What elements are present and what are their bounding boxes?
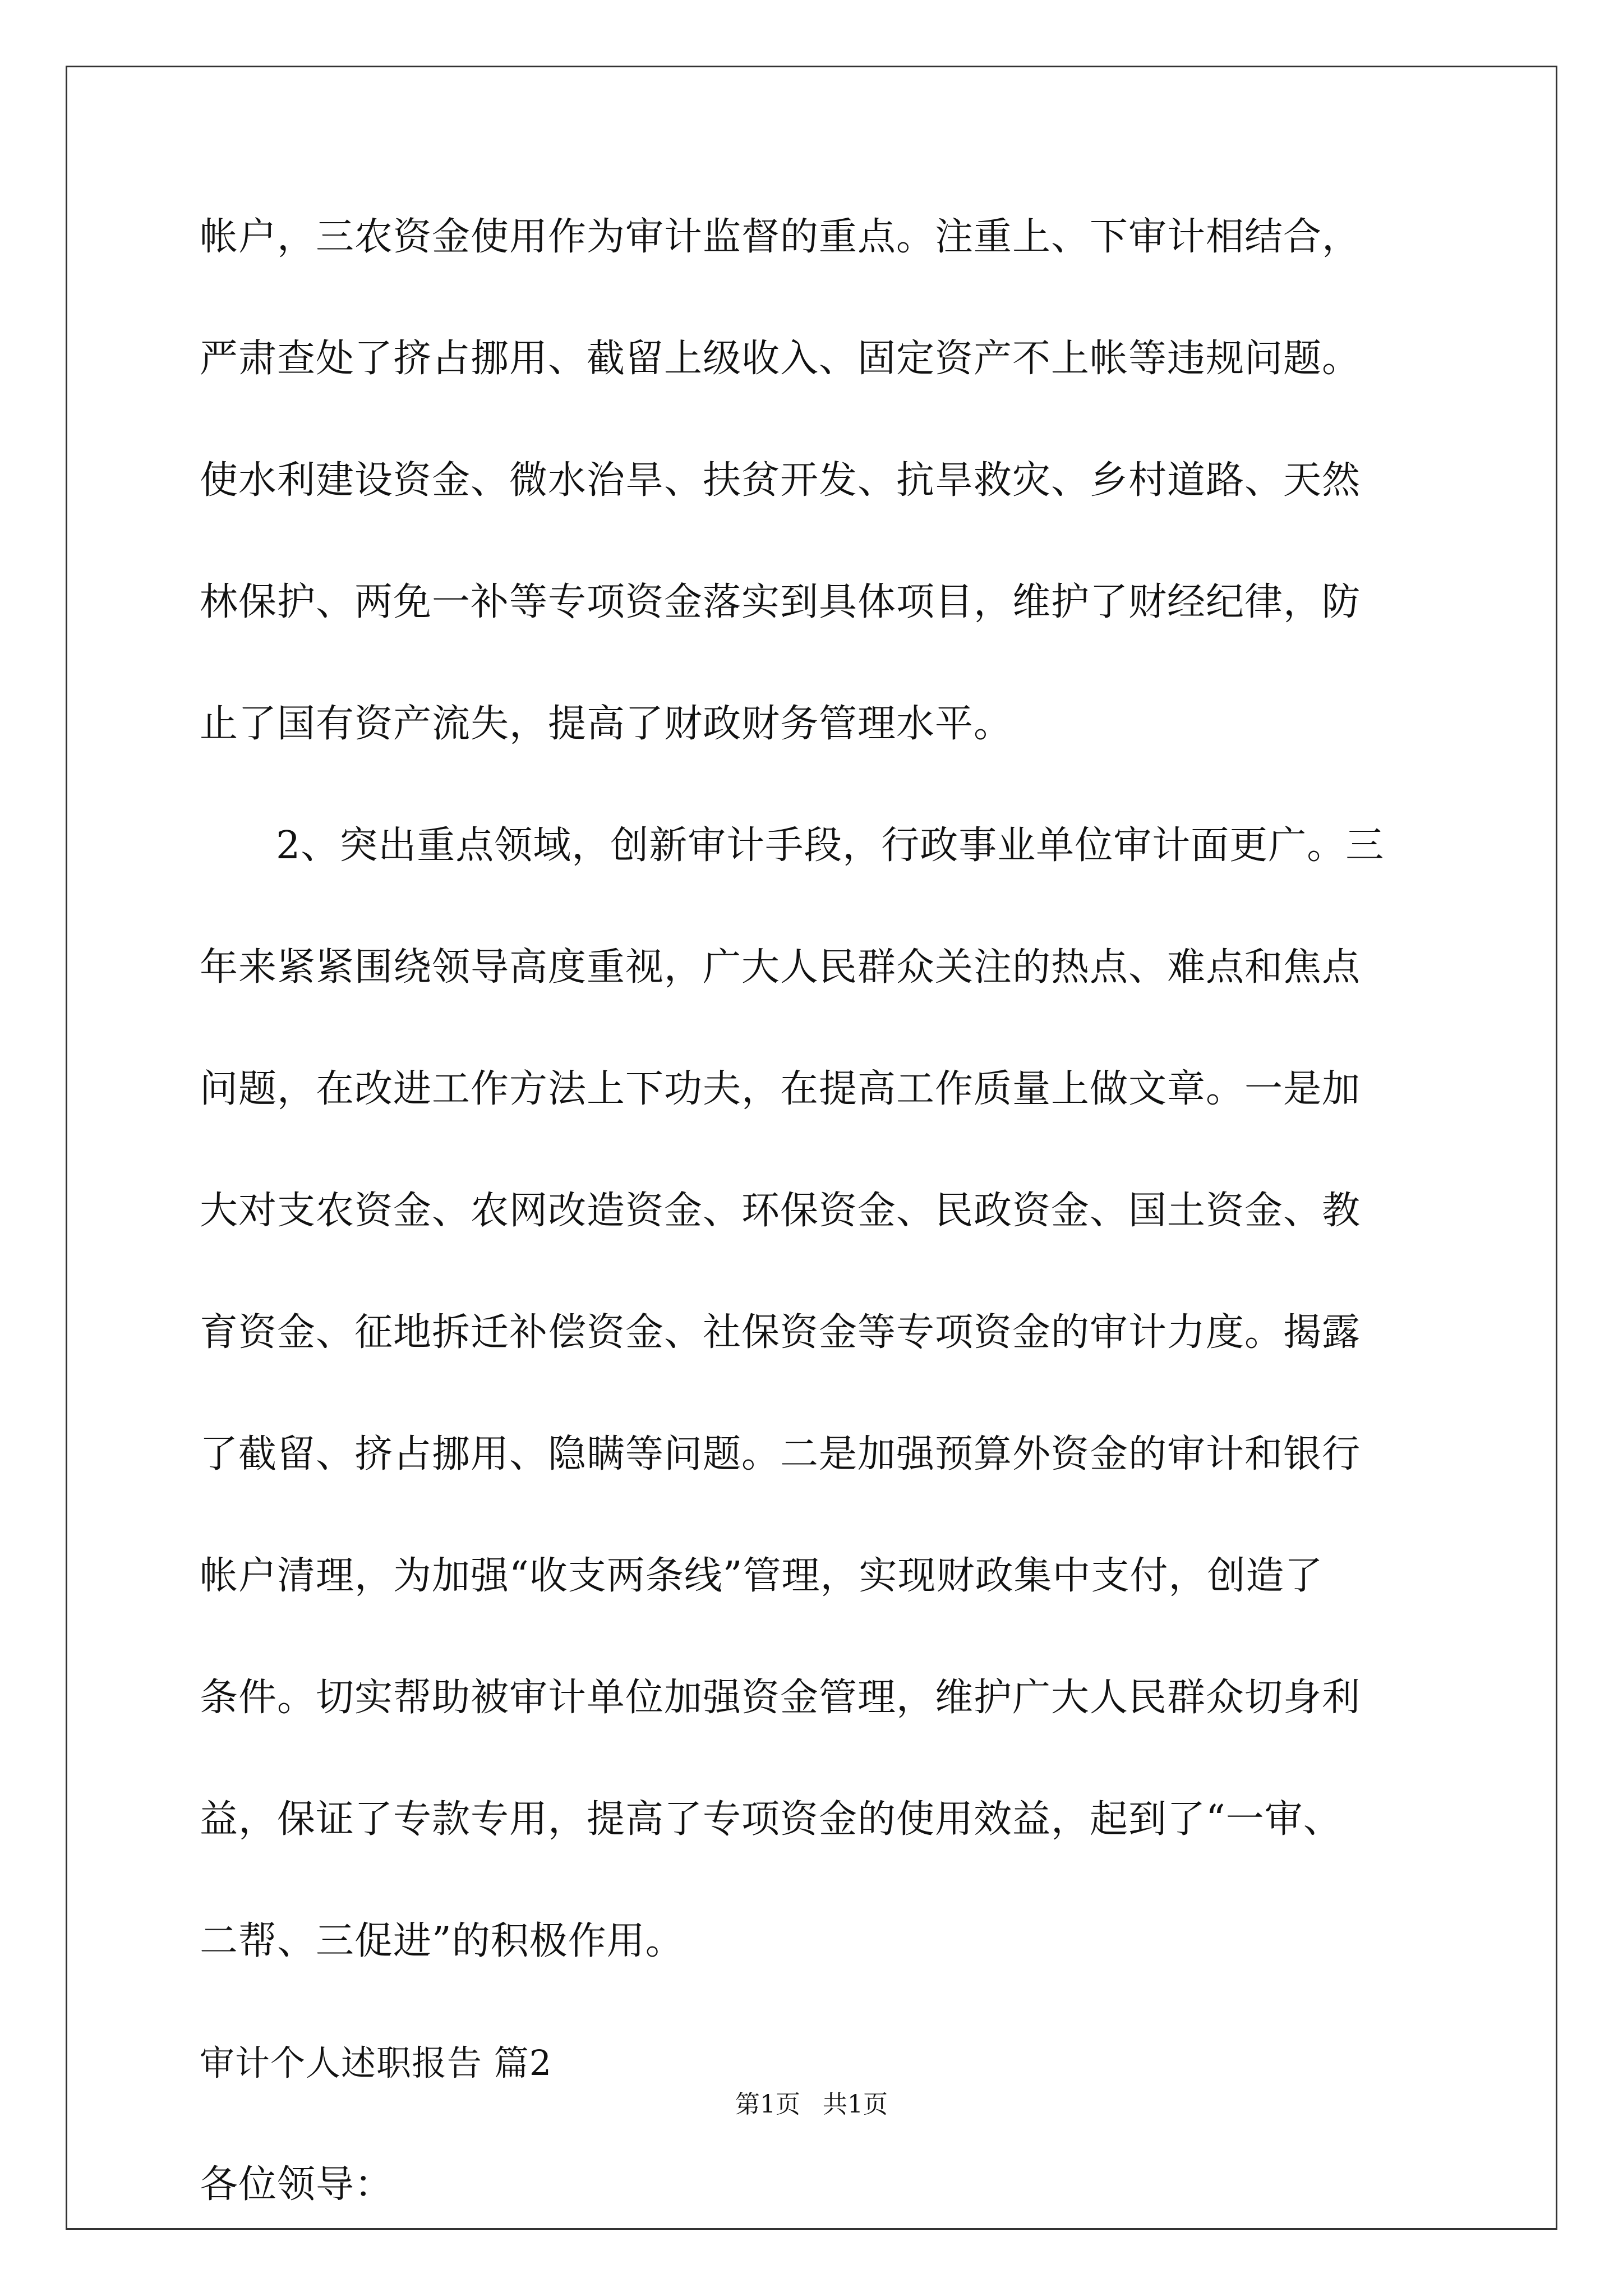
section-heading: 审计个人述职报告 篇2 xyxy=(200,2042,552,2083)
paragraph-line: 帐户清理，为加强“收支两条线”管理，实现财政集中支付，创造了 xyxy=(200,1554,1324,1598)
page-number: 第1页 xyxy=(735,2090,800,2119)
paragraph-line: 育资金、征地拆迁补偿资金、社保资金等专项资金的审计力度。揭露 xyxy=(200,1310,1361,1355)
paragraph-line: 止了国有资产流失，提高了财政财务管理水平。 xyxy=(200,702,1013,746)
paragraph-line: 使水利建设资金、微水治旱、扶贫开发、抗旱救灾、乡村道路、天然 xyxy=(200,458,1361,503)
page-footer xyxy=(0,2089,1623,2120)
paragraph-line: 严肃查处了挤占挪用、截留上级收入、固定资产不上帐等违规问题。 xyxy=(200,337,1361,381)
paragraph-line: 问题，在改进工作方法上下功夫，在提高工作质量上做文章。一是加 xyxy=(200,1067,1361,1111)
paragraph-line: 二帮、三促进”的积极作用。 xyxy=(200,1919,684,1963)
page-total: 共1页 xyxy=(823,2090,888,2119)
paragraph-line: 林保护、两免一补等专项资金落实到具体项目，维护了财经纪律，防 xyxy=(200,580,1361,624)
paragraph-line: 年来紧紧围绕领导高度重视，广大人民群众关注的热点、难点和焦点 xyxy=(200,945,1361,990)
paragraph-line: 益，保证了专款专用，提高了专项资金的使用效益，起到了“一审、 xyxy=(200,1797,1342,1842)
paragraph-line: 大对支农资金、农网改造资金、环保资金、民政资金、国土资金、教 xyxy=(200,1189,1361,1233)
document-body xyxy=(200,213,1428,2283)
paragraph-line: 了截留、挤占挪用、隐瞒等问题。二是加强预算外资金的审计和银行 xyxy=(200,1432,1361,1476)
paragraph-line: 条件。切实帮助被审计单位加强资金管理，维护广大人民群众切身利 xyxy=(200,1676,1361,1720)
paragraph-line: 2、突出重点领域，创新审计手段，行政事业单位审计面更广。三 xyxy=(276,823,1385,868)
salutation: 各位领导： xyxy=(200,2162,394,2207)
paragraph-line: 帐户，三农资金使用作为审计监督的重点。注重上、下审计相结合， xyxy=(200,215,1361,259)
